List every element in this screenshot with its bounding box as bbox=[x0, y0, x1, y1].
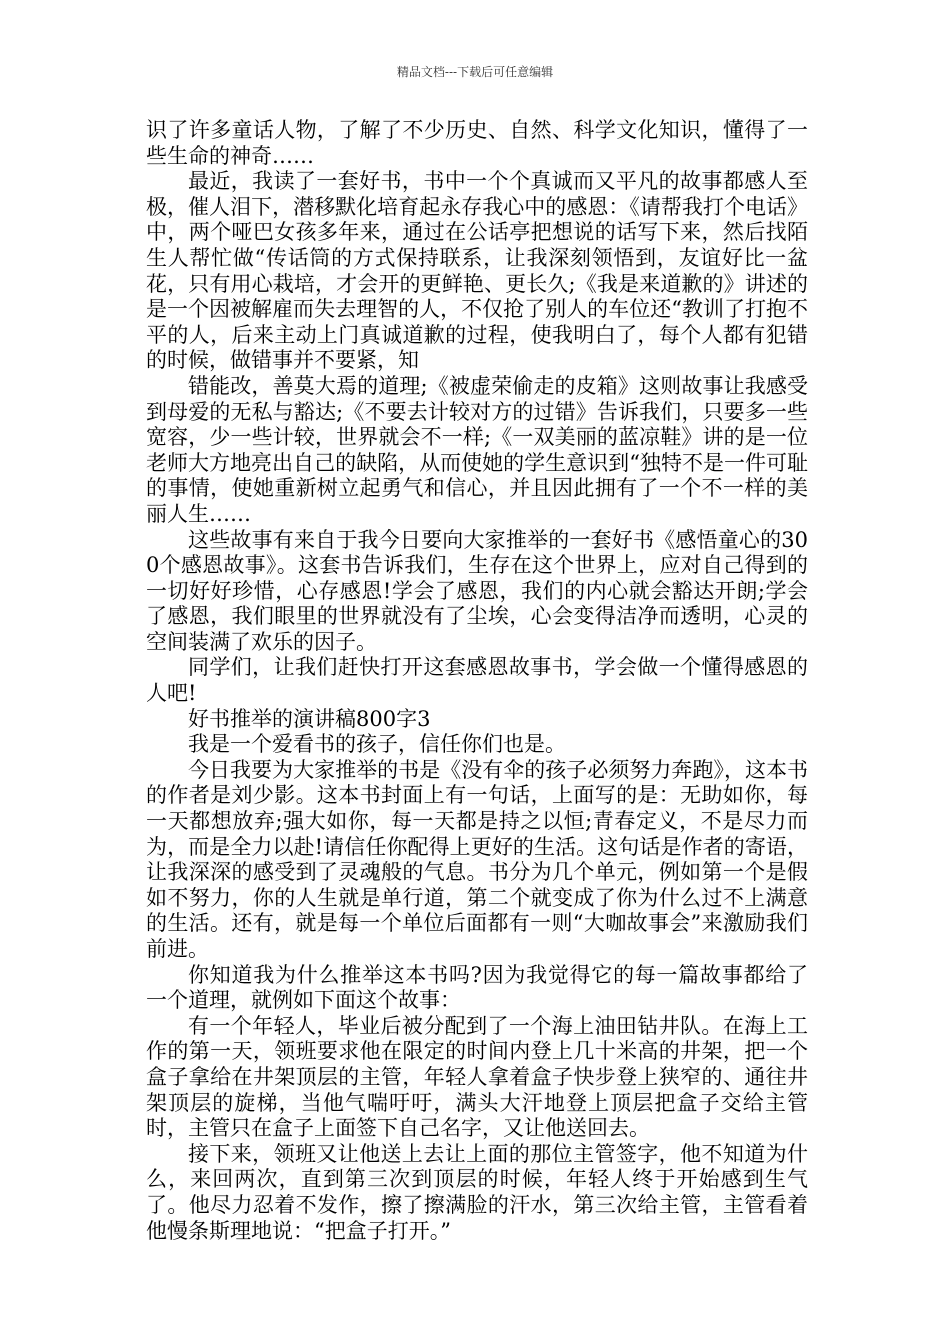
paragraph: 有一个年轻人，毕业后被分配到了一个海上油田钻井队。在海上工作的第一天，领班要求他在限定的时间内登上几十米高的井架，把一个盒子拿给在井架顶层的主管，年轻人拿着盒子快步登上狭窄的、通往井架顶层的旋梯，当他气喘吁吁，满头大汗地登上顶层把盒子交给主管时，主管只在盒子上面签下自己名字，又让他送回去。 bbox=[146, 1013, 808, 1141]
section-heading: 好书推举的演讲稿800字3 bbox=[188, 706, 431, 731]
paragraph: 接下来，领班又让他送上去让上面的那位主管签字，他不知道为什么，来回两次，直到第三次到顶层的时候，年轻人终于开始感到生气了。他尽力忍着不发作，擦了擦满脸的汗水，第三次给主管，主管看着他慢条斯理地说：“把盒子打开。” bbox=[146, 1141, 808, 1243]
paragraph: 你知道我为什么推举这本书吗?因为我觉得它的每一篇故事都给了一个道理，就例如下面这个故事： bbox=[146, 962, 808, 1013]
page-header: 精品文档---下载后可任意编辑 bbox=[396, 65, 554, 79]
paragraph: 同学们，让我们赶快打开这套感恩故事书，学会做一个懂得感恩的人吧! bbox=[146, 655, 808, 706]
paragraph: 今日我要为大家推举的书是《没有伞的孩子必须努力奔跑》，这本书的作者是刘少影。这本书封面上有一句话，上面写的是：无助如你，每一天都想放弃;强大如你，每一天都是持之以恒;青春定义，不是尽力而为，而是全力以赴!请信任你配得上更好的生活。这句话是作者的寄语，让我深深的感受到了灵魂般的气息。书分为几个单元，例如第一个是假如不努力，你的人生就是单行道，第二个就变成了你为什么过不上满意的生活。还有，就是每一个单位后面都有一则“大咖故事会”来激励我们前进。 bbox=[146, 757, 808, 961]
paragraph: 我是一个爱看书的孩子，信任你们也是。 bbox=[188, 732, 566, 757]
paragraph: 错能改，善莫大焉的道理;《被虚荣偷走的皮箱》这则故事让我感受到母爱的无私与豁达;《不要去计较对方的过错》告诉我们，只要多一些宽容，少一些计较，世界就会不一样;《一双美丽的蓝凉鞋》讲的是一位老师大方地亮出自己的缺陷，从而使她的学生意识到“独特不是一件可耻的事情，使她重新树立起勇气和信心，并且因此拥有了一个不一样的美丽人生…… bbox=[146, 373, 808, 526]
document-body bbox=[146, 118, 808, 1244]
paragraph: 识了许多童话人物，了解了不少历史、自然、科学文化知识，懂得了一些生命的神奇…… bbox=[146, 118, 808, 168]
paragraph: 最近，我读了一套好书，书中一个个真诚而又平凡的故事都感人至极，催人泪下，潜移默化培育起永存我心中的感恩：《请帮我打个电话》中，两个哑巴女孩多年来，通过在公话亭把想说的话写下来，然后找陌生人帮忙做“传话筒的方式保持联系，让我深刻领悟到，友谊好比一盆花，只有用心栽培，才会开的更鲜艳、更长久;《我是来道歉的》讲述的是一个因被解雇而失去理智的人，不仅抢了别人的车位还“教训了打抱不平的人，后来主动上门真诚道歉的过程，使我明白了，每个人都有犯错的时候，做错事并不要紧，知 bbox=[146, 169, 808, 373]
paragraph: 这些故事有来自于我今日要向大家推举的一套好书《感悟童心的300个感恩故事》。这套书告诉我们，生存在这个世界上，应对自己得到的一切好好珍惜，心存感恩!学会了感恩，我们的内心就会豁达开朗;学会了感恩，我们眼里的世界就没有了尘埃，心会变得洁净而透明，心灵的空间装满了欢乐的因子。 bbox=[146, 527, 808, 654]
